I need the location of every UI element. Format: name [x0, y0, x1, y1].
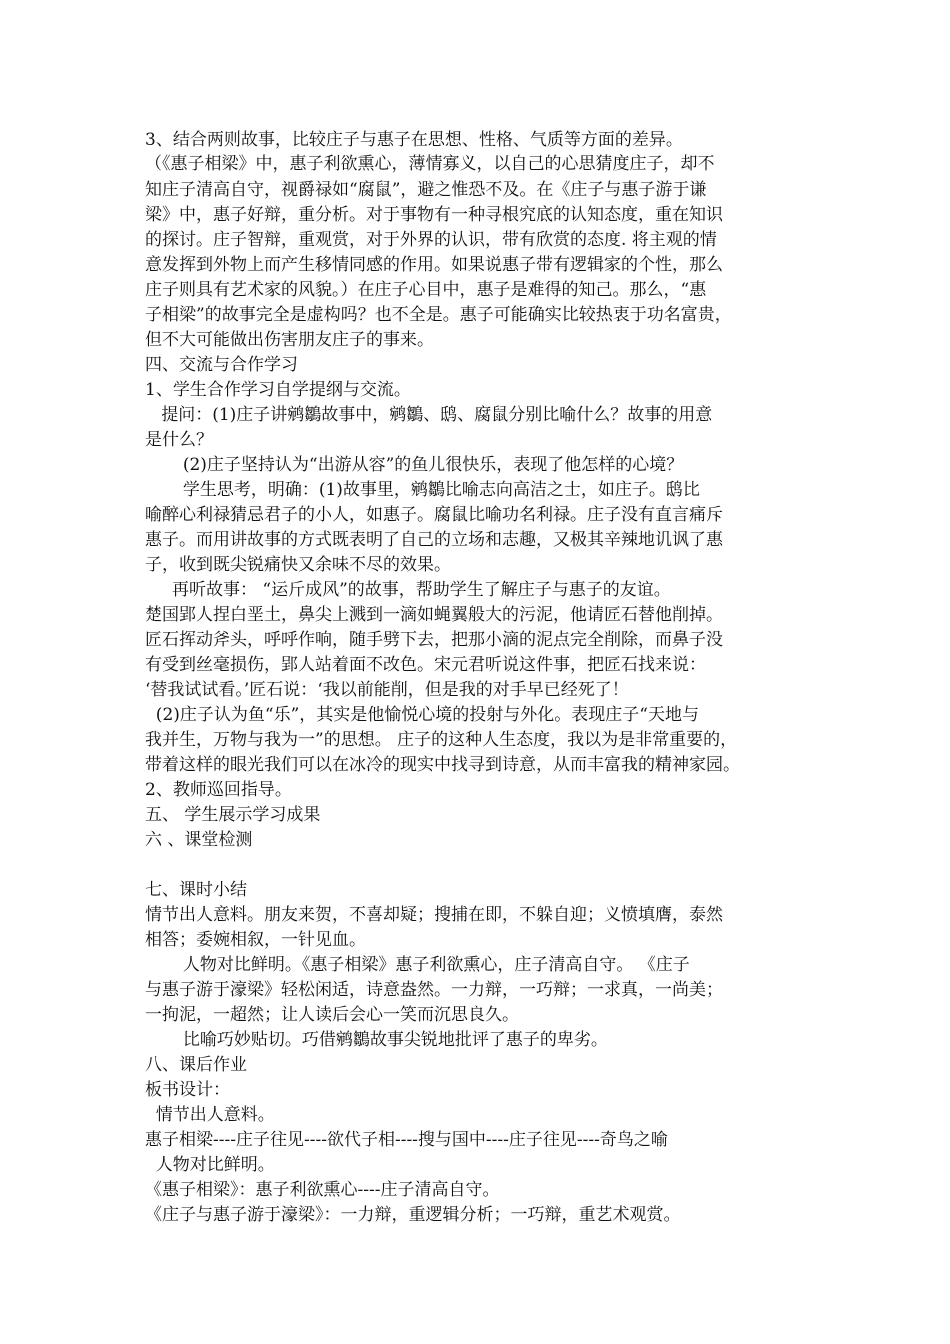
text-line: 与惠子游于濠梁》轻松闲适，诗意盎然。一力辩，一巧辩；一求真，一尚美； [145, 980, 723, 1000]
text-line: 是什么？ [145, 430, 213, 450]
text-line: 人物对比鲜明。《惠子相梁》惠子利欲熏心，庄子清高自守。 《庄子 [145, 955, 690, 975]
section-heading: 六 、课堂检测 [145, 830, 253, 850]
text-line: 比喻巧妙贴切。巧借鹓鶵故事尖锐地批评了惠子的卑劣。 [145, 1030, 608, 1050]
text-line: 惠子相梁----庄子往见----欲代子相----搜与国中----庄子往见----奇鸟之喻 [145, 1130, 668, 1150]
text-line: 子相梁”的故事完全是虚构吗？也不全是。惠子可能确实比较热衷于功名富贵， [145, 305, 732, 325]
text-line: 楚国郢人捏白垩土，鼻尖上溅到一滴如蝇翼般大的污泥，他请匠石替他削掉。 [145, 605, 723, 625]
text-line: 意发挥到外物上而产生移情同感的作用。如果说惠子带有逻辑家的个性，那么 [145, 255, 723, 275]
text-line: 3、结合两则故事，比较庄子与惠子在思想、性格、气质等方面的差异。 [145, 130, 683, 150]
text-line: 板书设计： [145, 1080, 230, 1100]
text-line: 《惠子相梁》：惠子利欲熏心----庄子清高自守。 [145, 1180, 500, 1200]
text-line: 情节出人意料。 [145, 1105, 275, 1125]
text-line: 但不大可能做出伤害朋友庄子的事来。 [145, 330, 434, 350]
text-line: 再听故事： “运斤成风”的故事，帮助学生了解庄子与惠子的友谊。 [145, 580, 671, 600]
section-heading: 八、课后作业 [145, 1055, 247, 1075]
text-line: 喻醉心利禄猜忌君子的小人，如惠子。腐鼠比喻功名利禄。庄子没有直言痛斥 [145, 505, 723, 525]
text-line: (2)庄子认为鱼“乐”，其实是他愉悦心境的投射与外化。表现庄子“天地与 [145, 705, 699, 725]
text-line: 惠子。而用讲故事的方式既表明了自己的立场和志趣，又极其辛辣地讥讽了惠 [145, 530, 723, 550]
text-line: 相答；委婉相叙，一针见血。 [145, 930, 366, 950]
text-line: (2)庄子坚持认为“出游从容”的鱼儿很快乐，表现了他怎样的心境？ [145, 455, 684, 475]
section-heading: 四、交流与合作学习 [145, 355, 298, 375]
text-line: 情节出人意料。朋友来贺，不喜却疑；搜捕在即，不躲自迎；义愤填膺，泰然 [145, 905, 723, 925]
text-line: ‘替我试试看。’匠石说：‘我以前能削，但是我的对手早已经死了！ [145, 680, 629, 700]
text-line: 我并生，万物与我为一”的思想。 庄子的这种人生态度，我以为是非常重要的， [145, 730, 738, 750]
text-line: 有受到丝毫损伤，郢人站着面不改色。宋元君听说这件事，把匠石找来说： [145, 655, 706, 675]
text-line: 庄子则具有艺术家的风貌。）在庄子心目中，惠子是难得的知己。那么，“惠 [145, 280, 707, 300]
text-line: 梁》中，惠子好辩，重分析。对于事物有一种寻根究底的认知态度，重在知识 [145, 205, 723, 225]
text-line: 的探讨。庄子智辩，重观赏，对于外界的认识，带有欣赏的态度. 将主观的情 [145, 230, 717, 250]
text-line: 2、教师巡回指导。 [145, 780, 292, 800]
text-line: 知庄子清高自守，视爵禄如“腐鼠”，避之惟恐不及。在《庄子与惠子游于谦 [145, 180, 707, 200]
text-line: 《庄子与惠子游于濠梁》：一力辩，重逻辑分析；一巧辩，重艺术观赏。 [145, 1205, 681, 1225]
section-heading: 五、 学生展示学习成果 [145, 805, 321, 825]
text-line: 子，收到既尖锐痛快又余味不尽的效果。 [145, 555, 451, 575]
text-line: 带着这样的眼光我们可以在冰冷的现实中找寻到诗意，从而丰富我的精神家园。 [145, 755, 740, 775]
text-line: 人物对比鲜明。 [145, 1155, 275, 1175]
text-line: 学生思考，明确：(1)故事里，鹓鶵比喻志向高洁之士，如庄子。鸱比 [145, 480, 700, 500]
text-line: 匠石挥动斧头，呼呼作响，随手劈下去，把那小滴的泥点完全削除，而鼻子没 [145, 630, 723, 650]
text-line: （《惠子相梁》中，惠子利欲熏心，薄情寡义，以自己的心思猜度庄子，却不 [145, 154, 715, 174]
section-heading: 七、课时小结 [145, 880, 247, 900]
text-line: 提问：(1)庄子讲鹓鶵故事中，鹓鶵、鸱、腐鼠分别比喻什么？故事的用意 [145, 405, 713, 425]
text-line: 1、学生合作学习自学提纲与交流。 [145, 380, 411, 400]
text-line: 一拘泥，一超然；让人读后会心一笑而沉思良久。 [145, 1005, 519, 1025]
